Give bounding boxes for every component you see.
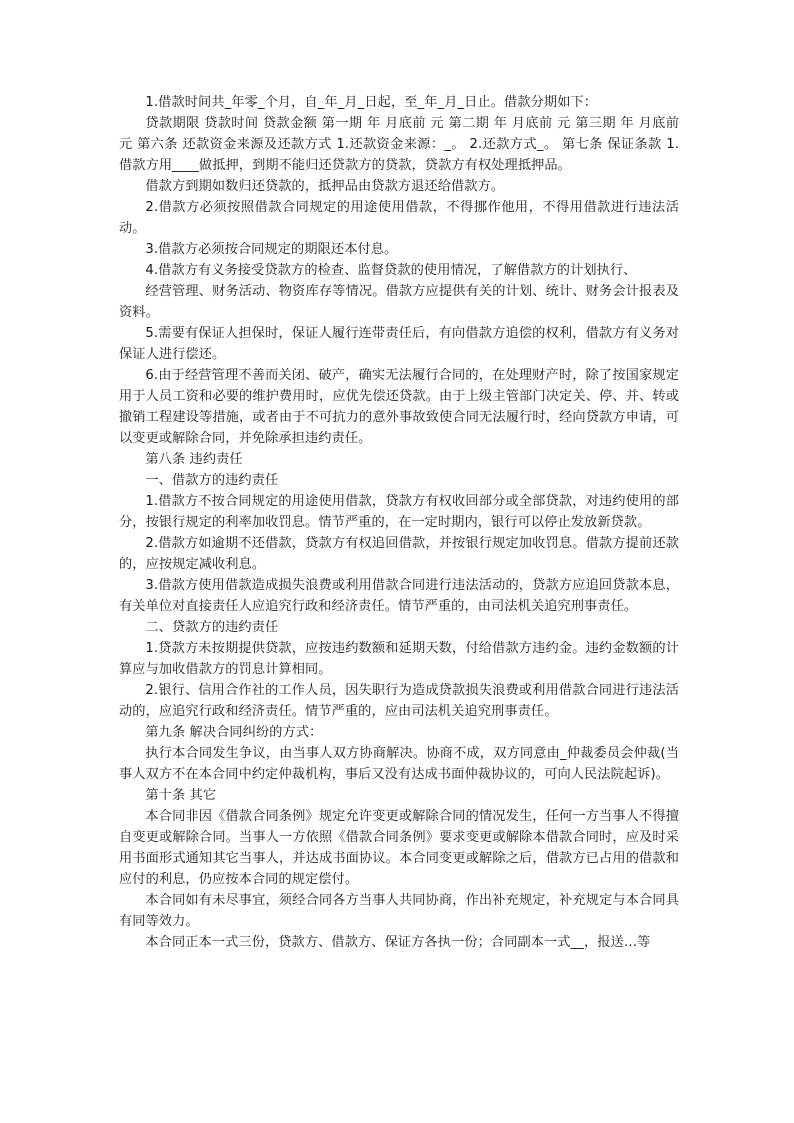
clause-usage-restriction: 2.借款方必须按照借款合同规定的用途使用借款，不得挪作他用，不得用借款进行违法活动。 bbox=[119, 200, 679, 236]
clause-inspection-continued: 经营管理、财务活动、物资库存等情况。借款方应提供有关的计划、统计、财务会计报表及资料。 bbox=[119, 284, 679, 320]
clause-loan-period: 1.借款时间共_年零_个月，自_年_月_日起，至_年_月_日止。借款分期如下： bbox=[145, 95, 598, 110]
clause-amendment: 本合同非因《借款合同条例》规定允许变更或解除合同的情况发生，任何一方当事人不得擅自变更或解除合同。当事人一方依照《借款合同条例》要求变更或解除本借款合同时，应及时采用书面形式通知其它当事人，并达成书面协议。本合同变更或解除之后，借款方已占用的借款和应付的利息，仍应按本合同的规定偿付。 bbox=[119, 809, 679, 887]
clause-misuse-penalty: 1.借款方不按合同规定的用途使用借款，贷款方有权收回部分或全部贷款，对违约使用的部分，按银行规定的利率加收罚息。情节严重的，在一定时期内，银行可以停止发放新贷款。 bbox=[119, 494, 679, 530]
clause-repayment-term: 3.借款方必须按合同规定的期限还本付息。 bbox=[145, 242, 398, 257]
clause-guarantor: 5.需要有保证人担保时，保证人履行连带责任后，有向借款方追偿的权利，借款方有义务对保证人进行偿还。 bbox=[119, 326, 679, 362]
clause-overdue-penalty: 2.借款方如逾期不还借款，贷款方有权追回借款，并按银行规定加收罚息。借款方提前还款的，应按规定减收利息。 bbox=[119, 536, 679, 572]
clause-collateral-return: 借款方到期如数归还贷款的，抵押品由贷款方退还给借款方。 bbox=[145, 179, 505, 194]
clause-inspection: 4.借款方有义务接受贷款方的检查、监督贷款的使用情况，了解借款方的计划执行、 bbox=[145, 263, 637, 278]
subheading-lender-liability: 二、贷款方的违约责任 bbox=[145, 620, 279, 635]
clause-supplementary: 本合同如有未尽事宜，须经合同各方当事人共同协商，作出补充规定，补充规定与本合同具有同等效力。 bbox=[119, 893, 679, 929]
clause-staff-liability: 2.银行、信用合作社的工作人员，因失职行为造成贷款损失浪费或利用借款合同进行违法活动的，应追究行政和经济责任。情节严重的，应由司法机关追究刑事责任。 bbox=[119, 683, 679, 719]
clause-illegal-use-penalty: 3.借款方使用借款造成损失浪费或利用借款合同进行违法活动的，贷款方应追回贷款本息，有关单位对直接责任人应追究行政和经济责任。情节严重的，由司法机关追究刑事责任。 bbox=[119, 578, 679, 614]
clause-late-provision-penalty: 1.贷款方未按期提供贷款，应按违约数额和延期天数，付给借款方违约金。违约金数额的计算应与加收借款方的罚息计算相同。 bbox=[119, 641, 679, 677]
section-heading-article-9: 第九条 解决合同纠纷的方式： bbox=[145, 725, 323, 740]
document-page bbox=[119, 92, 679, 953]
section-heading-article-8: 第八条 违约责任 bbox=[145, 452, 243, 467]
subheading-borrower-liability: 一、借款方的违约责任 bbox=[145, 473, 279, 488]
clause-installment-schedule: 贷款期限 贷款时间 贷款金额 第一期 年 月底前 元 第二期 年 月底前 元 第三期 年 月底前 元 第六条 还款资金来源及还款方式 1.还款资金来源：_。 2.还款方式_。 第七条 保证条款 1.借款方用____做抵押，到期不能归还贷款方的贷款，贷款方有权处理抵押品。 bbox=[119, 116, 679, 173]
section-heading-article-10: 第十条 其它 bbox=[145, 788, 217, 803]
clause-dispute-resolution: 执行本合同发生争议，由当事人双方协商解决。协商不成，双方同意由_仲裁委员会仲裁(当事人双方不在本合同中约定仲裁机构，事后又没有达成书面仲裁协议的，可向人民法院起诉)。 bbox=[119, 746, 679, 782]
clause-bankruptcy: 6.由于经营管理不善而关闭、破产，确实无法履行合同的，在处理财产时，除了按国家规定用于人员工资和必要的维护费用时，应优先偿还贷款。由于上级主管部门决定关、停、并、转或撤销工程建设等措施，或者由于不可抗力的意外事故致使合同无法履行时，经向贷款方申请，可以变更或解除合同，并免除承担违约责任。 bbox=[119, 368, 679, 446]
clause-copies: 本合同正本一式三份，贷款方、借款方、保证方各执一份；合同副本一式__，报送…等 bbox=[145, 935, 651, 950]
